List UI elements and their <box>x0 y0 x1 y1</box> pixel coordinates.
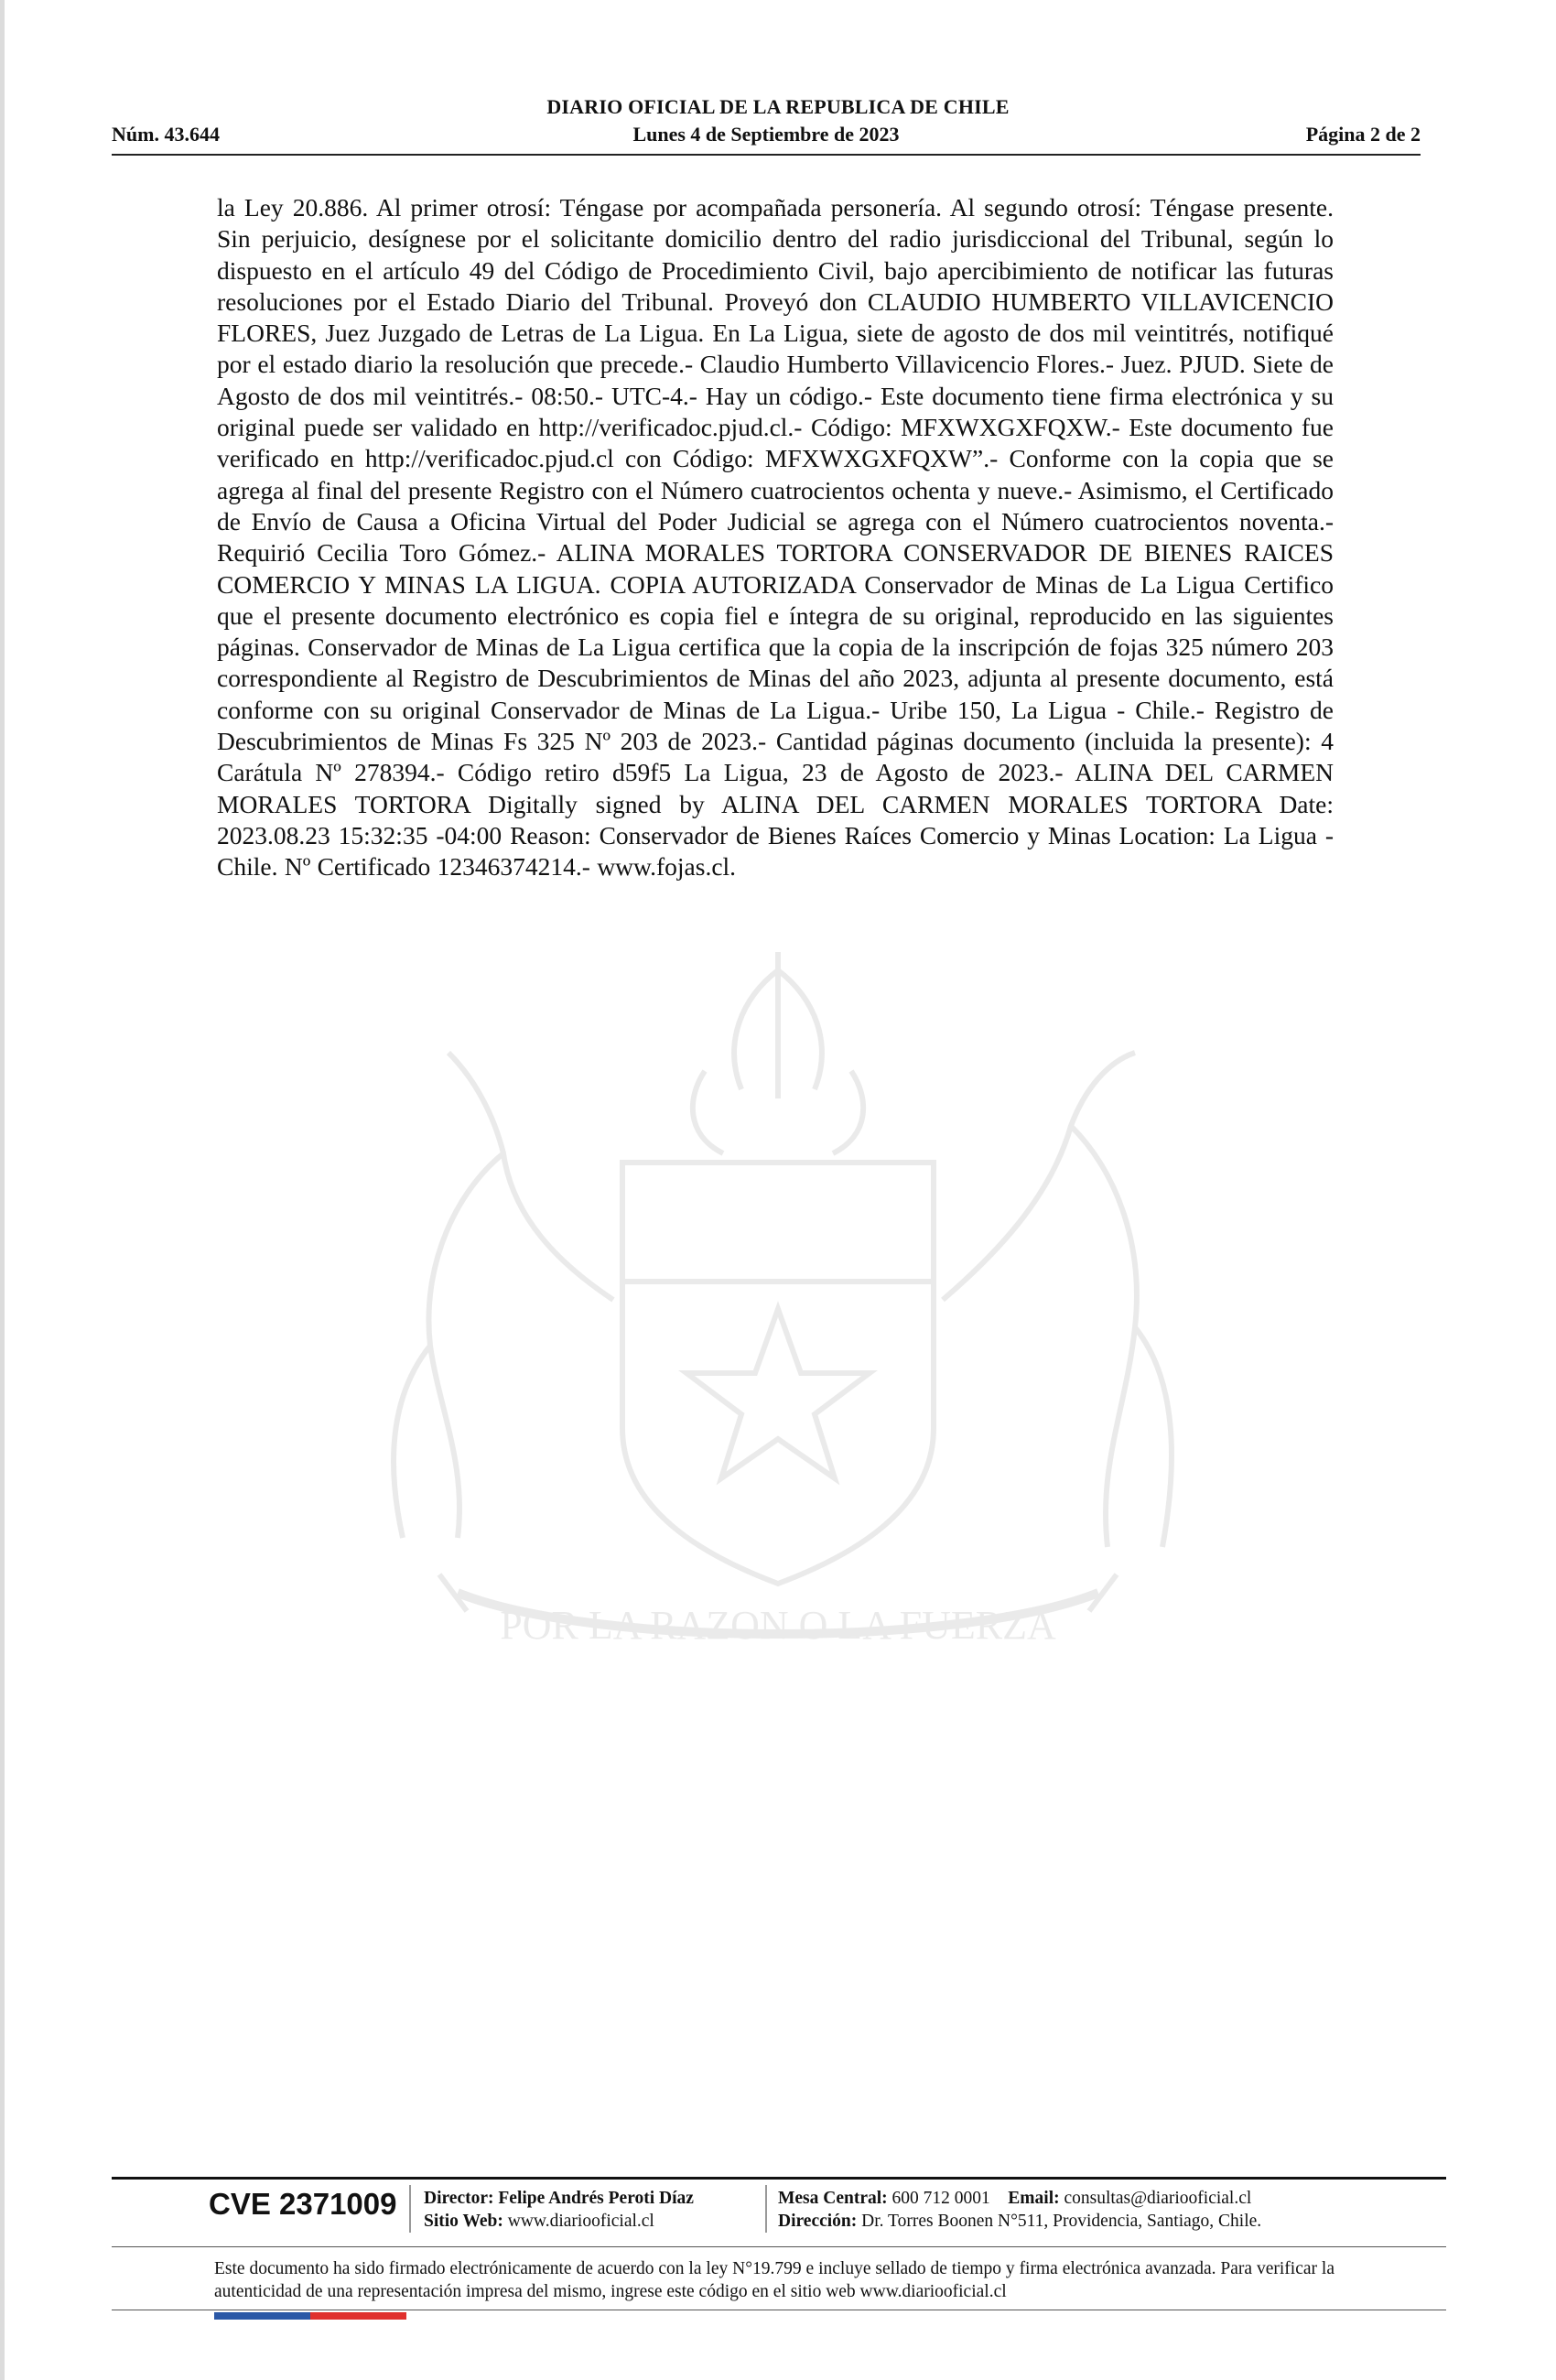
email-link[interactable]: consultas@diariooficial.cl <box>1064 2189 1252 2208</box>
signature-disclaimer: Este documento ha sido firmado electrónicamente de acuerdo con la ley N°19.799 e incluye sellado de tiempo y firma electrónica avanzada. Para verificar la autenticidad de una representación impresa del mismo, ingrese este código en el sitio web www.diariooficial.cl <box>214 2259 1334 2301</box>
director-label: Director: <box>424 2189 494 2208</box>
phone-label: Mesa Central: <box>778 2189 888 2208</box>
phone-value: 600 712 0001 <box>891 2189 990 2208</box>
footer-column-divider <box>409 2185 411 2233</box>
issue-date: Lunes 4 de Septiembre de 2023 <box>632 123 900 146</box>
footer-column-divider <box>765 2185 767 2233</box>
gazette-title: DIARIO OFICIAL DE LA REPUBLICA DE CHILE <box>546 95 1010 118</box>
address-value: Dr. Torres Boonen N°511, Providencia, Santiago, Chile. <box>861 2212 1262 2231</box>
header-row <box>112 123 1421 148</box>
document-body: la Ley 20.886. Al primer otrosí: Téngase por acompañada personería. Al segundo otrosí: Téngase presente. Sin perjuicio, desígnese por el solicitante domicilio dentro del radio jurisdiccional del Tribunal, según lo dispuesto en el artículo 49 del Código de Procedimiento Civil, bajo apercibimiento de notificar las futuras resoluciones por el Estado Diario del Tribunal. Proveyó don CLAUDIO HUMBERTO VILLAVICENCIO FLORES, Juez Juzgado de Letras de La Ligua. En La Ligua, siete de agosto de dos mil veintitrés, notifiqué por el estado diario la resolución que precede.- Claudio Humberto Villavicencio Flores.- Juez. PJUD. Siete de Agosto de dos mil veintitrés.- 08:50.- UTC-4.- Hay un código.- Este documento tiene firma electrónica y su original puede ser validado en http://verificadoc.pjud.cl.- Código: MFXWXGXFQXW.- Este documento fue verificado en http://verificadoc.pjud.cl con Código: MFXWXGXFQXW”.- Conforme con la copia que se agrega al final del presente Registro con el Número cuatrocientos ochenta y nueve.- Asimismo, el Certificado de Envío de Causa a Oficina Virtual del Poder Judicial se agrega con el Número cuatrocientos noventa.- Requirió Cecilia Toro Gómez.- ALINA MORALES TORTORA CONSERVADOR DE BIENES RAICES COMERCIO Y MINAS LA LIGUA. COPIA AUTORIZADA Conservador de Minas de La Ligua Certifico que el presente documento electrónico es copia fiel e íntegra de su original, reproducido en las siguientes páginas. Conservador de Minas de La Ligua certifica que la copia de la inscripción de fojas 325 número 203 correspondiente al Registro de Descubrimientos de Minas del año 2023, adjunta al presente documento, está conforme con su original Conservador de Minas de La Ligua.- Uribe 150, La Ligua - Chile.- Registro de Descubrimientos de Minas Fs 325 Nº 203 de 2023.- Cantidad páginas documento (incluida la presente): 4 Carátula Nº 278394.- Código retiro d59f5 La Ligua, 23 de Agosto de 2023.- ALINA DEL CARMEN MORALES TORTORA Digitally signed by ALINA DEL CARMEN MORALES TORTORA Date: 2023.08.23 15:32:35 -04:00 Reason: Conservador de Bienes Raíces Comercio y Minas Location: La Ligua - Chile. Nº Certificado 12346374214.- www.fojas.cl. <box>217 193 1334 882</box>
issue-number: Núm. 43.644 <box>112 123 220 146</box>
flag-blue-segment <box>214 2312 310 2320</box>
coat-of-arms-watermark <box>229 915 1327 1666</box>
flag-color-bar <box>214 2312 406 2320</box>
footer-divider-middle <box>112 2246 1446 2247</box>
site-link[interactable]: www.diariooficial.cl <box>507 2212 654 2231</box>
flag-red-segment <box>310 2312 406 2320</box>
coat-of-arms-icon <box>229 915 1327 1666</box>
page-edge <box>0 0 5 2380</box>
site-label: Sitio Web: <box>424 2212 503 2231</box>
director-name: Felipe Andrés Peroti Díaz <box>498 2189 694 2208</box>
address-label: Dirección: <box>778 2212 858 2231</box>
header-divider <box>112 154 1421 156</box>
email-label: Email: <box>1008 2189 1060 2208</box>
footer-divider-top <box>112 2177 1446 2180</box>
footer-contact-block <box>778 2187 1261 2233</box>
motto: POR LA RAZON O LA FUERZA <box>500 1603 1056 1648</box>
footer-director-block <box>424 2187 694 2233</box>
cve-code: CVE 2371009 <box>209 2187 397 2221</box>
page-indicator: Página 2 de 2 <box>1305 123 1421 146</box>
